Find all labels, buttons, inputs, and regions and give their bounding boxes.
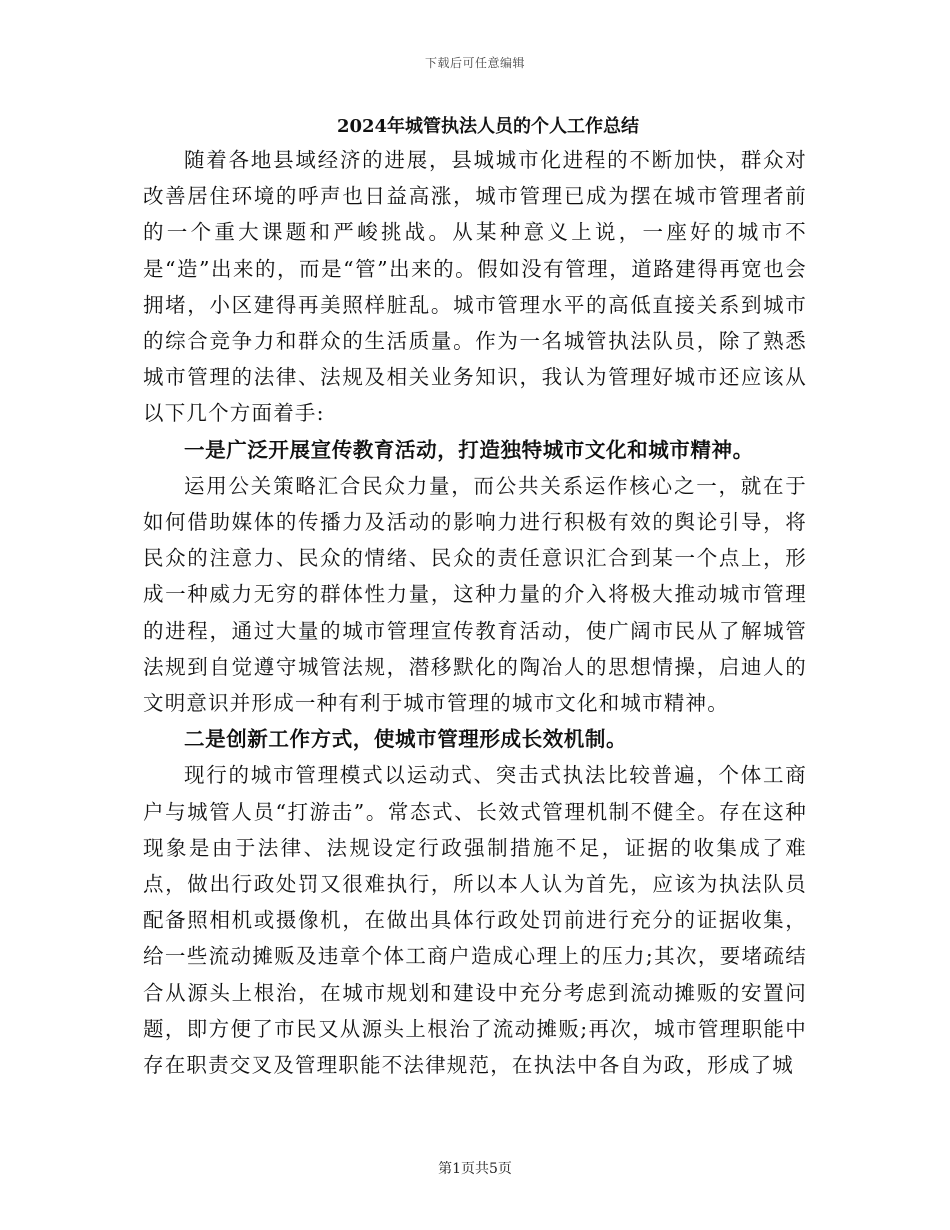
page-header-note: 下载后可任意编辑 — [424, 56, 525, 70]
page-number: 第1页共5页 — [438, 1161, 512, 1177]
paragraph-section-2: 现行的城市管理模式以运动式、突击式执法比较普遍，个体工商户与城管人员“打游击”。常态式、长效式管理机制不健全。存在这种现象是由于法律、法规设定行政强制措施不足，证据的收集成了难点，做出行政处罚又很难执行，所以本人认为首先，应该为执法队员配备照相机或摄像机，在做出具体行政处罚前进行充分的证据收集，给一些流动摊贩及违章个体工商户造成心理上的压力;其次，要堵疏结合从源头上根治，在城市规划和建设中充分考虑到流动摊贩的安置问题，即方便了市民又从源头上根治了流动摊贩;再次，城市管理职能中存在职责交叉及管理职能不法律规范，在执法中各自为政，形成了城 — [143, 763, 807, 1078]
paragraph-section-1: 运用公关策略汇合民众力量，而公共关系运作核心之一，就在于如何借助媒体的传播力及活动的影响力进行积极有效的舆论引导，将民众的注意力、民众的情绪、民众的责任意识汇合到某一个点上，形成一种威力无穷的群体性力量，这种力量的介入将极大推动城市管理的进程，通过大量的城市管理宣传教育活动，使广阔市民从了解城管法规到自觉遵守城管法规，潜移默化的陶冶人的思想情操，启迪人的文明意识并形成一种有利于城市管理的城市文化和城市精神。 — [143, 473, 807, 716]
document-body — [143, 112, 807, 1083]
section-heading-2: 二是创新工作方式，使城市管理形成长效机制。 — [184, 727, 628, 752]
section-heading-1: 一是广泛开展宣传教育活动，打造独特城市文化和城市精神。 — [184, 437, 754, 462]
document-title: 2024年城管执法人员的个人工作总结 — [336, 116, 640, 137]
paragraph-intro: 随着各地县域经济的进展，县城城市化进程的不断加快，群众对改善居住环境的呼声也日益高涨，城市管理已成为摆在城市管理者前的一个重大课题和严峻挑战。从某种意义上说，一座好的城市不是“造”出来的，而是“管”出来的。假如没有管理，道路建得再宽也会拥堵，小区建得再美照样脏乱。城市管理水平的高低直接关系到城市的综合竞争力和群众的生活质量。作为一名城管执法队员，除了熟悉城市管理的法律、法规及相关业务知识，我认为管理好城市还应该从以下几个方面着手: — [143, 148, 807, 426]
